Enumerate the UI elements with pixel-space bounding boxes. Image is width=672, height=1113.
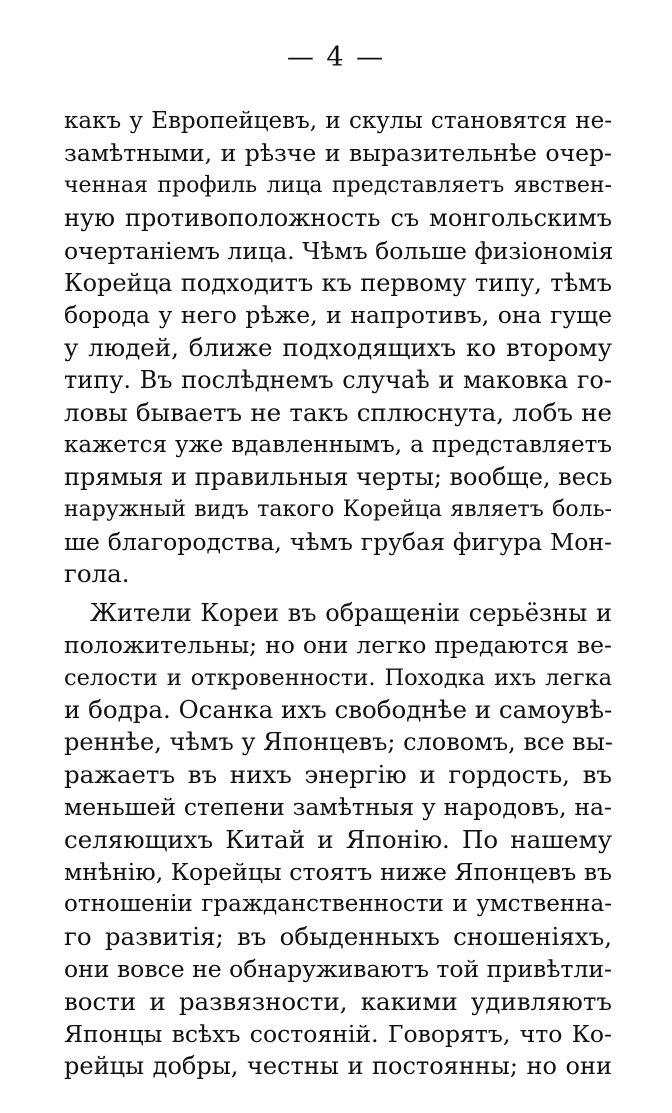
paragraph-2 (64, 597, 612, 1083)
text-line: очертаніемъ лица. Чѣмъ больше физіономія (64, 236, 614, 265)
text-line: Японцы всѣхъ состояній. Говорятъ, что Ко- (64, 1019, 612, 1048)
text-line: положительны; но они легко предаются ве- (64, 631, 612, 660)
text-line: и бодра. Осанка ихъ свободнѣе и самоувѣ- (64, 695, 613, 725)
text-line: ную противоположность съ монгольскимъ (64, 204, 612, 233)
text-line: отношеніи гражданственности и умственна- (64, 891, 612, 918)
text-line: гола. (64, 559, 130, 589)
text-line: борода у него рѣже, и напротивъ, она гуще (64, 301, 612, 330)
text-line: замѣтными, и рѣзче и выразительнѣе очер- (64, 139, 612, 168)
text-line: ше благородства, чѣмъ грубая фигура Мон- (64, 528, 612, 557)
text-line: кажется уже вдавленнымъ, а представляетъ (64, 431, 612, 458)
text-line: селости и откровенности. Походка ихъ легка (64, 664, 612, 691)
text-line: меньшей степени замѣтныя у народовъ, на- (64, 793, 612, 822)
text-line: типу. Въ послѣднемъ случаѣ и маковка го- (64, 366, 612, 395)
text-line: реннѣе, чѣмъ у Японцевъ; словомъ, все вы- (64, 728, 613, 757)
text-body (64, 105, 612, 1083)
text-line: наружный видъ такого Корейца являетъ боль- (64, 496, 612, 522)
text-line: вости и развязности, какими удивляютъ (64, 986, 612, 1016)
text-line: мнѣнію, Корейцы стоятъ ниже Японцевъ въ (64, 857, 612, 886)
text-line: го развитія; въ обыденныхъ сношеніяхъ, (64, 921, 612, 951)
text-line: у людей, ближе подходящихъ ко второму (64, 332, 612, 362)
text-line: какъ у Европейцевъ, и скулы становятся не- (64, 108, 612, 134)
text-line: ченная профиль лица представляетъ явствен- (64, 172, 612, 198)
text-line: прямыя и правильныя черты; вообще, весь (64, 463, 613, 492)
text-line: ражаетъ въ нихъ энергію и гордость, въ (64, 759, 612, 789)
page-number: — 4 — (286, 42, 386, 73)
text-line: селяющихъ Китай и Японію. По нашему (64, 824, 612, 854)
text-line: ловы бываетъ не такъ сплюснута, лобъ не (64, 397, 612, 427)
text-line: Корейца подходитъ къ первому типу, тѣмъ (64, 268, 612, 297)
text-line: они вовсе не обнаруживаютъ той привѣтли- (64, 955, 612, 984)
paragraph-1 (64, 105, 612, 591)
text-line: рейцы добры, честны и постоянны; но они (64, 1052, 612, 1081)
text-line: Жители Кореи въ обращеніи серьёзны и (90, 598, 612, 627)
